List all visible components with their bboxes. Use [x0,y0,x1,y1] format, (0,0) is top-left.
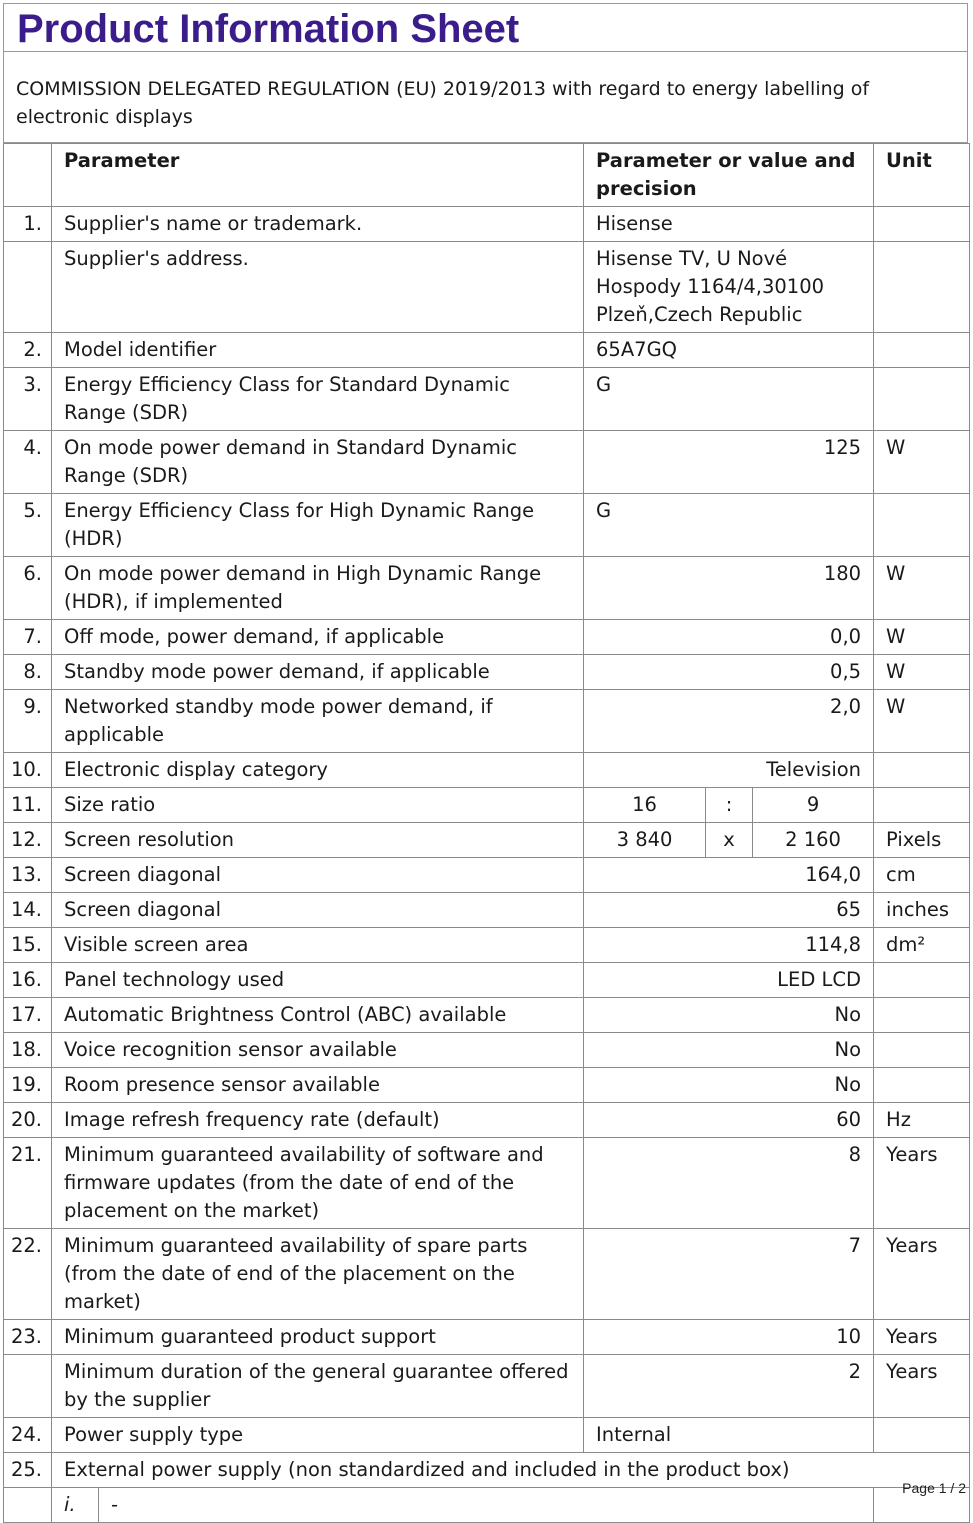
row-number: 6. [4,557,52,620]
row-unit [874,368,970,431]
row-parameter: Minimum guaranteed availability of spare parts (from the date of end of the placement on the market) [52,1229,584,1320]
row-number: 1. [4,207,52,242]
table-header-row [4,144,970,207]
row-unit: Years [874,1355,970,1418]
row-parameter: External power supply (non standardized and included in the product box) [52,1453,970,1488]
table-row [4,1138,970,1229]
row-number: 17. [4,998,52,1033]
table-row [4,823,970,858]
row-value: 2 [584,1355,874,1418]
row-unit: W [874,557,970,620]
row-value: Hisense [584,207,874,242]
row-parameter: Supplier's address. [52,242,584,333]
header-value: Parameter or value and precision [584,144,874,207]
table-row [4,368,970,431]
ratio-separator: : [706,788,753,823]
row-value: 180 [584,557,874,620]
table-row [4,1068,970,1103]
table-row [4,963,970,998]
row-value: No [584,1068,874,1103]
row-value: Television [584,753,874,788]
row-value: 65A7GQ [584,333,874,368]
table-row [4,431,970,494]
table-row [4,494,970,557]
table-row [4,858,970,893]
row-number: 8. [4,655,52,690]
table-row [4,1103,970,1138]
row-unit [874,333,970,368]
row-unit [874,1418,970,1453]
row-parameter: Voice recognition sensor available [52,1033,584,1068]
row-unit [874,753,970,788]
row-number: 13. [4,858,52,893]
row-number: 9. [4,690,52,753]
row-value: 8 [584,1138,874,1229]
row-parameter: On mode power demand in High Dynamic Range (HDR), if implemented [52,557,584,620]
table-row [4,788,970,823]
row-parameter: Electronic display category [52,753,584,788]
table-row [4,242,970,333]
row-unit: dm² [874,928,970,963]
row-number: 12. [4,823,52,858]
row-unit [874,963,970,998]
row-unit: W [874,620,970,655]
row-value: Hisense TV, U Nové Hospody 1164/4,30100 Plzeň,Czech Republic [584,242,874,333]
row-number: 15. [4,928,52,963]
row-parameter: Automatic Brightness Control (ABC) available [52,998,584,1033]
table-row [4,655,970,690]
row-unit: Years [874,1320,970,1355]
row-value: 65 [584,893,874,928]
row-value: G [584,368,874,431]
resolution-width: 3 840 [584,823,706,858]
row-value: 164,0 [584,858,874,893]
row-parameter: Energy Efficiency Class for Standard Dynamic Range (SDR) [52,368,584,431]
ratio-width: 16 [584,788,706,823]
row-value: 60 [584,1103,874,1138]
row-number: 11. [4,788,52,823]
row-unit: W [874,431,970,494]
table-row [4,557,970,620]
row-value: 125 [584,431,874,494]
page-title: Product Information Sheet [3,3,968,51]
row-number: 20. [4,1103,52,1138]
row-number: 19. [4,1068,52,1103]
row-parameter: On mode power demand in Standard Dynamic Range (SDR) [52,431,584,494]
table-row [4,998,970,1033]
table-row [4,893,970,928]
row-number [4,242,52,333]
row-unit: Pixels [874,823,970,858]
table-row [4,928,970,963]
row-parameter: Model identifier [52,333,584,368]
row-parameter: Image refresh frequency rate (default) [52,1103,584,1138]
row-number: 14. [4,893,52,928]
table-row [4,333,970,368]
row-number: 25. [4,1453,52,1488]
row-parameter: Screen diagonal [52,858,584,893]
row-unit [874,494,970,557]
row-parameter: Room presence sensor available [52,1068,584,1103]
row-value: 114,8 [584,928,874,963]
row-parameter: Energy Efficiency Class for High Dynamic Range (HDR) [52,494,584,557]
subitem-label: i. [52,1488,99,1523]
row-parameter: Supplier's name or trademark. [52,207,584,242]
row-unit [874,1033,970,1068]
header-parameter: Parameter [52,144,584,207]
table-row [4,1320,970,1355]
row-value: 0,0 [584,620,874,655]
header-unit: Unit [874,144,970,207]
row-value: 0,5 [584,655,874,690]
row-number [4,1488,52,1523]
row-parameter: Screen resolution [52,823,584,858]
row-number: 22. [4,1229,52,1320]
row-parameter: Panel technology used [52,963,584,998]
table-row [4,1488,970,1523]
ratio-height: 9 [753,788,874,823]
row-value: LED LCD [584,963,874,998]
row-number: 4. [4,431,52,494]
table-row [4,207,970,242]
row-parameter: Minimum guaranteed product support [52,1320,584,1355]
row-parameter: Size ratio [52,788,584,823]
table-row [4,1229,970,1320]
row-unit [874,242,970,333]
table-row [4,620,970,655]
page-number: Page 1 / 2 [902,1480,966,1496]
row-parameter: Minimum duration of the general guarantee offered by the supplier [52,1355,584,1418]
row-unit [874,998,970,1033]
row-number: 10. [4,753,52,788]
table-row [4,1418,970,1453]
row-number: 16. [4,963,52,998]
resolution-height: 2 160 [753,823,874,858]
subitem-value: - [99,1488,874,1523]
table-row [4,753,970,788]
row-unit [874,788,970,823]
row-unit [874,1068,970,1103]
row-unit: Hz [874,1103,970,1138]
row-unit: cm [874,858,970,893]
row-number: 23. [4,1320,52,1355]
row-parameter: Visible screen area [52,928,584,963]
row-parameter: Off mode, power demand, if applicable [52,620,584,655]
regulation-subtitle: COMMISSION DELEGATED REGULATION (EU) 2019/2013 with regard to energy labelling of electronic displays [3,51,968,143]
row-unit: Years [874,1138,970,1229]
row-number: 5. [4,494,52,557]
row-parameter: Screen diagonal [52,893,584,928]
row-parameter: Standby mode power demand, if applicable [52,655,584,690]
table-row [4,690,970,753]
row-unit: inches [874,893,970,928]
row-number: 21. [4,1138,52,1229]
header-number [4,144,52,207]
row-value: Internal [584,1418,874,1453]
row-unit: W [874,655,970,690]
table-row [4,1453,970,1488]
row-number: 24. [4,1418,52,1453]
row-value: G [584,494,874,557]
row-value: No [584,998,874,1033]
resolution-separator: x [706,823,753,858]
row-unit [874,207,970,242]
row-value: 2,0 [584,690,874,753]
row-number: 18. [4,1033,52,1068]
row-parameter: Power supply type [52,1418,584,1453]
row-parameter: Minimum guaranteed availability of software and firmware updates (from the date of end of the placement on the market) [52,1138,584,1229]
row-parameter: Networked standby mode power demand, if applicable [52,690,584,753]
row-number: 7. [4,620,52,655]
row-value: No [584,1033,874,1068]
row-unit: Years [874,1229,970,1320]
row-number: 2. [4,333,52,368]
row-number: 3. [4,368,52,431]
row-value: 7 [584,1229,874,1320]
table-row [4,1033,970,1068]
row-value: 10 [584,1320,874,1355]
row-number [4,1355,52,1418]
product-information-sheet [3,3,968,1523]
row-unit: W [874,690,970,753]
table-row [4,1355,970,1418]
product-table [3,143,970,1523]
